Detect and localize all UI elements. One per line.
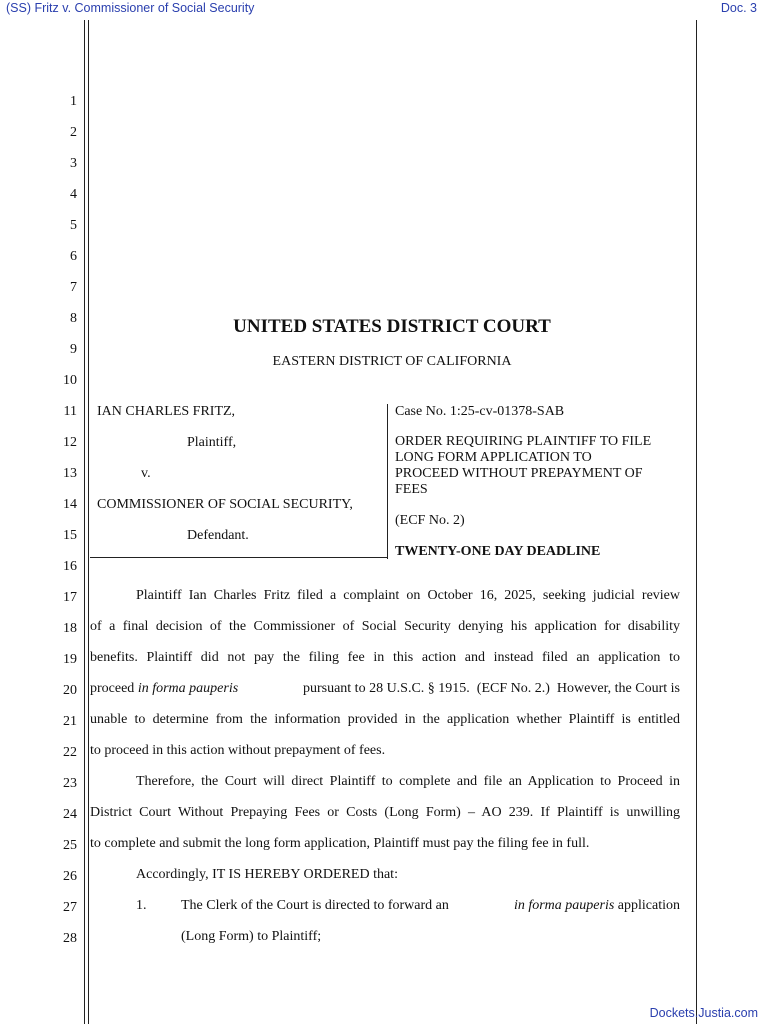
case-number: Case No. 1:25-cv-01378-SAB <box>395 404 565 419</box>
line-number: 1 <box>70 94 77 109</box>
plaintiff-name: IAN CHARLES FRITZ, <box>97 404 236 419</box>
order-intro: Accordingly, IT IS HEREBY ORDERED that: <box>136 867 398 882</box>
line-number: 21 <box>63 714 77 729</box>
line-number: 9 <box>70 342 77 357</box>
body-text-span: in forma pauperis application <box>513 898 680 913</box>
line-number: 6 <box>70 249 77 264</box>
order-title-line: PROCEED WITHOUT PREPAYMENT OF <box>395 466 643 481</box>
line-number: 11 <box>63 404 77 419</box>
line-number: 19 <box>63 652 77 667</box>
latin-term: in forma pauperis <box>137 681 239 696</box>
body-line: unable to determine from the information provided in the application whether Plaintiff is entitled <box>90 712 680 727</box>
line-number: 20 <box>63 683 77 698</box>
left-margin-rule <box>84 20 85 1024</box>
justia-footer-link[interactable]: Dockets.Justia.com <box>649 1006 758 1020</box>
left-margin-rule-inner <box>88 20 89 1024</box>
body-line: Plaintiff Ian Charles Fritz filed a complaint on October 16, 2025, seeking judicial review <box>136 588 680 603</box>
latin-term: in forma pauperis <box>513 898 615 913</box>
line-number: 5 <box>70 218 77 233</box>
line-number: 16 <box>63 559 77 574</box>
line-number: 24 <box>63 807 77 822</box>
line-number: 27 <box>63 900 77 915</box>
caption-underline <box>90 557 388 558</box>
docket-header-doc-number[interactable]: Doc. 3 <box>720 1 757 15</box>
line-number: 14 <box>63 497 77 512</box>
order-title-line: ORDER REQUIRING PLAINTIFF TO FILE <box>395 434 652 449</box>
line-number: 23 <box>63 776 77 791</box>
line-number: 26 <box>63 869 77 884</box>
body-line <box>90 681 680 697</box>
body-line: benefits. Plaintiff did not pay the filing fee in this action and instead filed an application to <box>90 650 680 665</box>
line-number: 10 <box>63 373 77 388</box>
district-name: EASTERN DISTRICT OF CALIFORNIA <box>272 354 512 369</box>
body-line: Therefore, the Court will direct Plaintiff to complete and file an Application to Proceed in <box>136 774 680 789</box>
body-line: District Court Without Prepaying Fees or Costs (Long Form) – AO 239. If Plaintiff is unwilling <box>90 805 680 820</box>
body-line: of a final decision of the Commissioner of Social Security denying his application for disability <box>90 619 680 634</box>
line-number: 18 <box>63 621 77 636</box>
body-line: to proceed in this action without prepayment of fees. <box>90 743 386 758</box>
line-number: 17 <box>63 590 77 605</box>
item-text <box>181 898 680 914</box>
line-number: 7 <box>70 280 77 295</box>
right-margin-rule <box>696 20 697 1024</box>
order-title-line: LONG FORM APPLICATION TO <box>395 450 592 465</box>
line-number: 13 <box>63 466 77 481</box>
body-line: to complete and submit the long form application, Plaintiff must pay the filing fee in full. <box>90 836 590 851</box>
line-number: 8 <box>70 311 77 326</box>
line-number: 12 <box>63 435 77 450</box>
defendant-role: Defendant. <box>187 528 249 543</box>
line-number: 22 <box>63 745 77 760</box>
versus: v. <box>141 466 151 481</box>
docket-header-title[interactable]: (SS) Fritz v. Commissioner of Social Security <box>6 1 255 15</box>
body-text-span: The Clerk of the Court is directed to forward an <box>181 898 453 913</box>
body-text-span: pursuant to 28 U.S.C. § 1915. (ECF No. 2.) However, the Court is <box>299 681 680 696</box>
line-number: 2 <box>70 125 77 140</box>
line-number: 25 <box>63 838 77 853</box>
defendant-name: COMMISSIONER OF SOCIAL SECURITY, <box>97 497 353 512</box>
line-number: 28 <box>63 931 77 946</box>
item-number: 1. <box>136 898 147 913</box>
line-number: 15 <box>63 528 77 543</box>
line-number: 3 <box>70 156 77 171</box>
item-text-continued: (Long Form) to Plaintiff; <box>181 929 322 944</box>
caption-divider <box>387 404 388 559</box>
line-number: 4 <box>70 187 77 202</box>
body-text-span: proceed in forma pauperis <box>90 681 239 696</box>
order-title-line: FEES <box>395 482 428 497</box>
deadline-label: TWENTY-ONE DAY DEADLINE <box>395 544 601 559</box>
plaintiff-role: Plaintiff, <box>187 435 237 450</box>
ecf-reference: (ECF No. 2) <box>395 513 465 528</box>
court-name: UNITED STATES DISTRICT COURT <box>233 316 551 337</box>
